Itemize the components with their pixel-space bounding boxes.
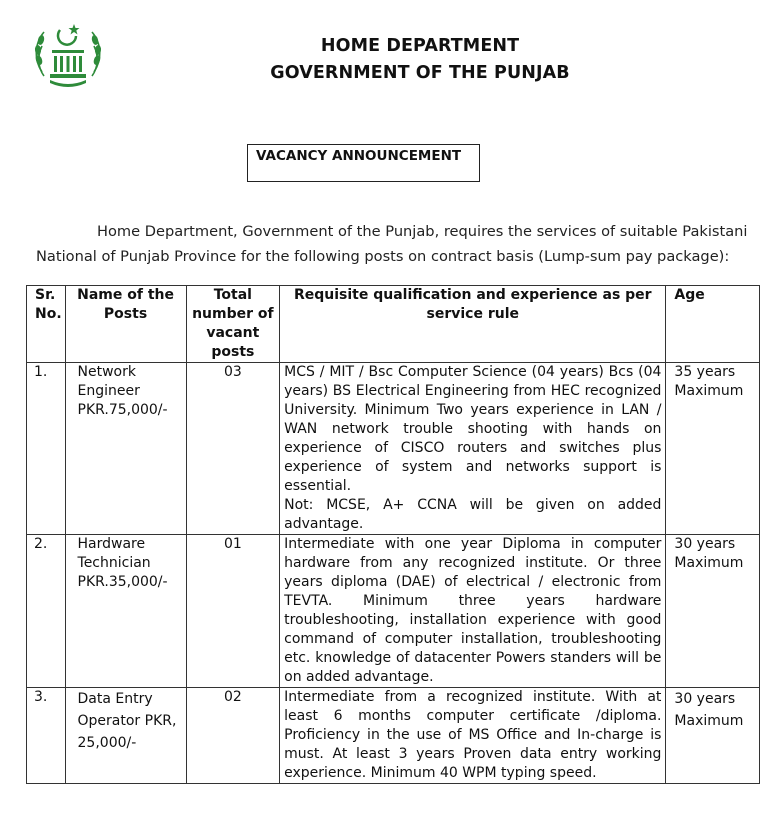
row-posts-count: 02 <box>186 688 280 784</box>
row-qualification <box>280 535 666 688</box>
qualification-text: Intermediate with one year Diploma in computer hardware from any recognized institute. Or three years diploma (DAE) of electrical / electronic from TEVTA. Minimum three years hardware troubleshooting, installation experience with good command of computer installation, troubleshooting etc. knowledge of datacenter Powers standers will be on added advantage. <box>284 536 662 685</box>
header-vacant-line: vacant <box>206 325 260 341</box>
table-row <box>27 688 760 784</box>
header-posts-line: Posts <box>103 306 148 322</box>
post-name-line: Data Entry <box>77 691 153 707</box>
post-name-line: Technician <box>77 555 151 571</box>
table-header-row <box>27 286 760 363</box>
header-sr-line: Sr. <box>35 287 56 303</box>
vacancy-announcement-title: VACANCY ANNOUNCEMENT <box>256 148 462 164</box>
post-name-line: Network <box>77 364 136 380</box>
row-age <box>666 535 760 688</box>
row-post-name <box>65 688 186 784</box>
department-title: HOME DEPARTMENT <box>320 36 520 56</box>
row-age <box>666 688 760 784</box>
age-maximum: Maximum <box>674 383 744 399</box>
government-title: GOVERNMENT OF THE PUNJAB <box>270 63 570 83</box>
header-name-line: Name of the <box>77 287 174 303</box>
row-post-name <box>65 535 186 688</box>
post-name-line: Engineer <box>77 383 140 399</box>
row-qualification <box>280 363 666 535</box>
age-years: 30 years <box>674 691 736 707</box>
vacancy-table <box>26 285 760 784</box>
row-posts-count: 01 <box>186 535 280 688</box>
row-posts-count: 03 <box>186 363 280 535</box>
post-name-line: Operator PKR, <box>77 713 177 729</box>
header-service-line: service rule <box>426 306 520 322</box>
qualification-text: Intermediate from a recognized institute. With at least 6 months computer certificate /diploma. Proficiency in the use of MS Office and In-charge is must. At least 3 years Proven data entry working experience. Minimum 40 WPM typing speed. <box>284 689 662 781</box>
header-total-vacant-posts <box>186 286 280 363</box>
row-sr: 1. <box>27 363 66 535</box>
age-years: 30 years <box>674 536 736 552</box>
header-sr-no <box>27 286 66 363</box>
post-pay: 25,000/- <box>77 735 137 751</box>
row-post-name <box>65 363 186 535</box>
post-name-line: Hardware <box>77 536 146 552</box>
post-pay: PKR.75,000/- <box>77 402 168 418</box>
age-years: 35 years <box>674 364 736 380</box>
header-name-of-posts <box>65 286 186 363</box>
row-sr: 2. <box>27 535 66 688</box>
age-maximum: Maximum <box>674 555 744 571</box>
intro-paragraph <box>36 219 758 269</box>
age-maximum: Maximum <box>674 713 744 729</box>
table-row <box>27 363 760 535</box>
intro-line-1: Home Department, Government of the Punjab, requires the services of suitable Pakistani <box>97 223 748 240</box>
row-sr: 3. <box>27 688 66 784</box>
header-posts2-line: posts <box>211 344 255 360</box>
qualification-text: MCS / MIT / Bsc Computer Science (04 years) Bcs (04 years) BS Electrical Engineering from HEC recognized University. Minimum Two years experience in LAN / WAN network trouble shooting with hands on experience of CISCO routers and switches plus experience of system and networks support is essential. <box>284 364 662 494</box>
vacancy-announcement-box <box>247 144 480 182</box>
punjab-government-emblem-icon <box>30 16 106 92</box>
header-total-line: Total <box>213 287 252 303</box>
post-pay: PKR.35,000/- <box>77 574 168 590</box>
qualification-note: Not: MCSE, A+ CCNA will be given on added advantage. <box>284 497 662 532</box>
header-age: Age <box>666 286 760 363</box>
table-row <box>27 535 760 688</box>
header-qualification <box>280 286 666 363</box>
header-no-line: No. <box>35 306 62 322</box>
header-number-line: number of <box>192 306 274 322</box>
intro-line-2: National of Punjab Province for the following posts on contract basis (Lump-sum pay package): <box>36 248 730 265</box>
row-age <box>666 363 760 535</box>
row-qualification <box>280 688 666 784</box>
header-qual-line: Requisite qualification and experience as per <box>293 287 652 303</box>
